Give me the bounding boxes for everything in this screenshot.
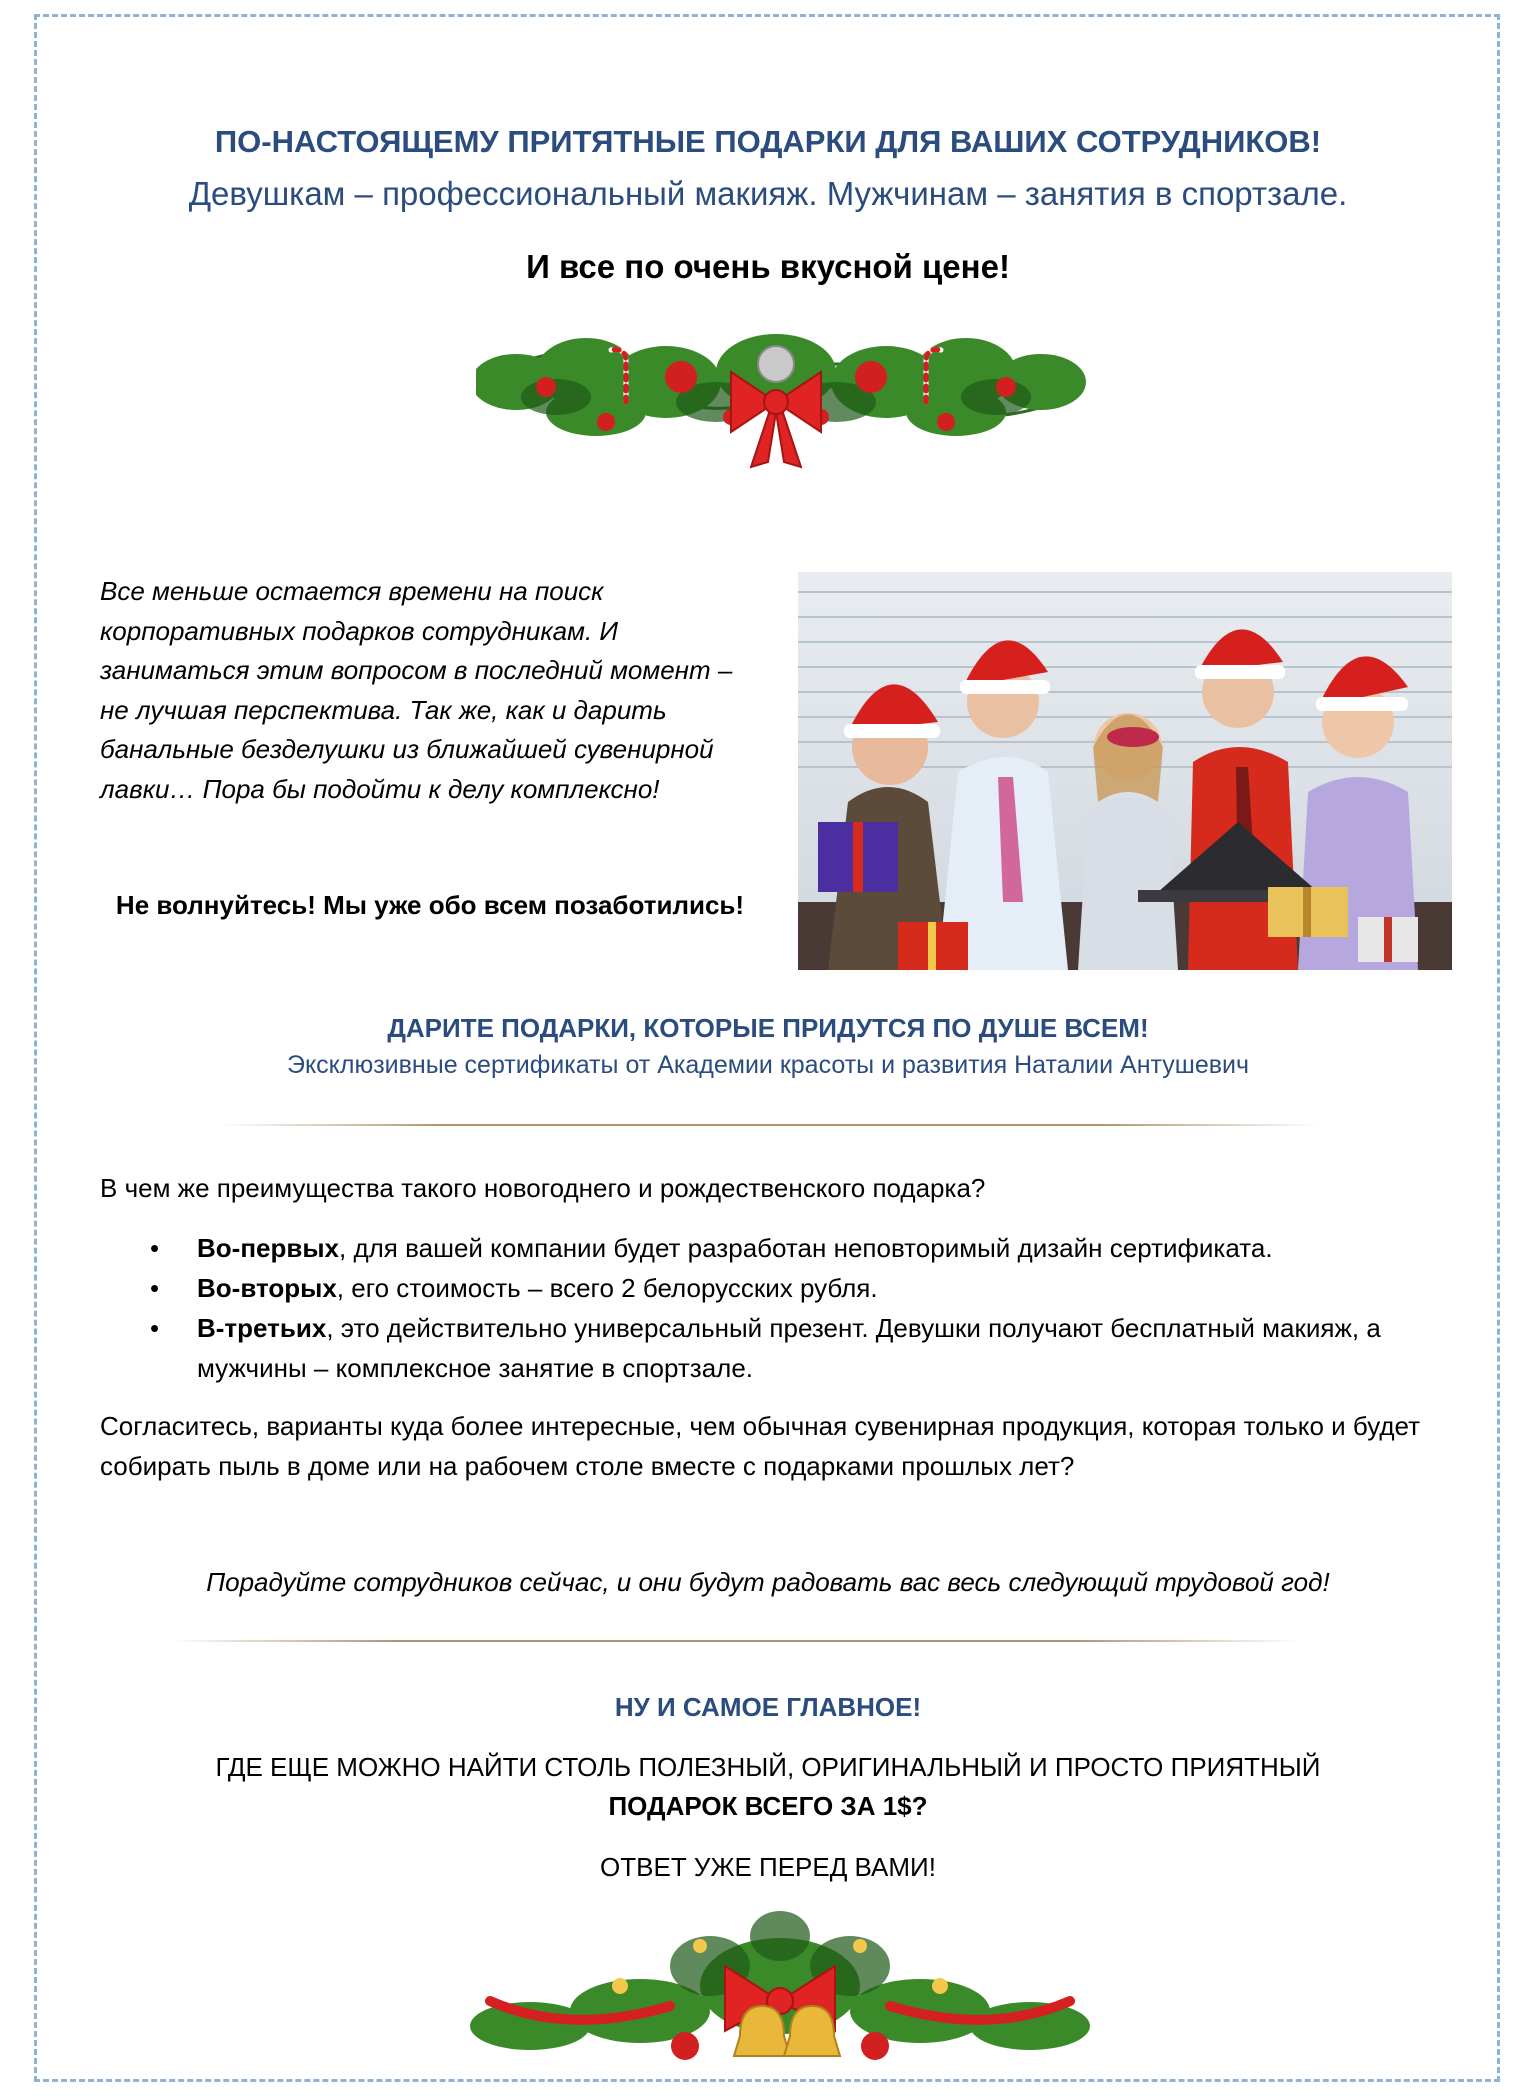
price-tagline: И все по очень вкусной цене! [526, 248, 1010, 285]
page-subtitle: Девушкам – профессиональный макияж. Мужчинам – занятия в спортзале. [188, 175, 1348, 212]
divider-rule [220, 1124, 1320, 1126]
list-item [100, 1308, 1440, 1388]
list-item [100, 1268, 1440, 1308]
reassure-text: Не волнуйтесь! Мы уже обо всем позаботились! [115, 890, 745, 920]
page-title: ПО-НАСТОЯЩЕМУ ПРИТЯТНЫЕ ПОДАРКИ ДЛЯ ВАШИХ СОТРУДНИКОВ! [214, 124, 1322, 159]
intro-paragraph [100, 572, 740, 809]
christmas-garland-top [476, 312, 1086, 484]
divider-rule [170, 1640, 1300, 1642]
benefit-text: , его стоимость – всего 2 белорусских рубля. [336, 1273, 878, 1303]
finale-question-bold: ПОДАРОК ВСЕГО ЗА 1$? [608, 1791, 928, 1821]
bullet-icon: • [150, 1273, 160, 1303]
benefit-lead: Во-первых [197, 1233, 340, 1263]
gifts-subheading: Эксклюзивные сертификаты от Академии красоты и развития Наталии Антушевич [286, 1051, 1250, 1079]
intro-text: Все меньше остается времени на поиск корпоративных подарков сотрудникам. И заниматься этим вопросом в последний момент – не лучшая перспектива. Так же, как и дарить банальные безделушки из ближайшей сувенирной лавки… Пора бы подойти к делу комплексно! [100, 576, 733, 804]
office-party-photo [798, 572, 1452, 970]
cheer-line: Порадуйте сотрудников сейчас, и они будут радовать вас весь следующий трудовой год! [206, 1567, 1330, 1597]
list-item [100, 1228, 1440, 1268]
christmas-garland-bottom [470, 1906, 1090, 2078]
benefits-question: В чем же преимущества такого новогоднего и рождественского подарка? [100, 1173, 986, 1203]
gifts-heading: ДАРИТЕ ПОДАРКИ, КОТОРЫЕ ПРИДУТСЯ ПО ДУШЕ ВСЕМ! [387, 1013, 1149, 1043]
bullet-icon: • [150, 1233, 160, 1263]
benefit-text: , для вашей компании будет разработан неповторимый дизайн сертификата. [339, 1233, 1273, 1263]
benefits-list [100, 1228, 1440, 1388]
benefits-conclusion: Согласитесь, варианты куда более интересные, чем обычная сувенирная продукция, которая только и будет собирать пыль в доме или на рабочем столе вместе с подарками прошлых лет? [100, 1411, 1421, 1481]
benefit-lead: Во-вторых [197, 1273, 337, 1303]
finale-answer: ОТВЕТ УЖЕ ПЕРЕД ВАМИ! [600, 1852, 936, 1882]
benefit-text: , это действительно универсальный презент. Девушки получают бесплатный макияж, а мужчины – комплексное занятие в спортзале. [197, 1313, 1381, 1383]
finale-question: ГДЕ ЕЩЕ МОЖНО НАЙТИ СТОЛЬ ПОЛЕЗНЫЙ, ОРИГИНАЛЬНЫЙ И ПРОСТО ПРИЯТНЫЙ [215, 1752, 1321, 1782]
finale-heading: НУ И САМОЕ ГЛАВНОЕ! [614, 1692, 922, 1722]
benefit-lead: В-третьих [197, 1313, 327, 1343]
bullet-icon: • [150, 1313, 160, 1343]
